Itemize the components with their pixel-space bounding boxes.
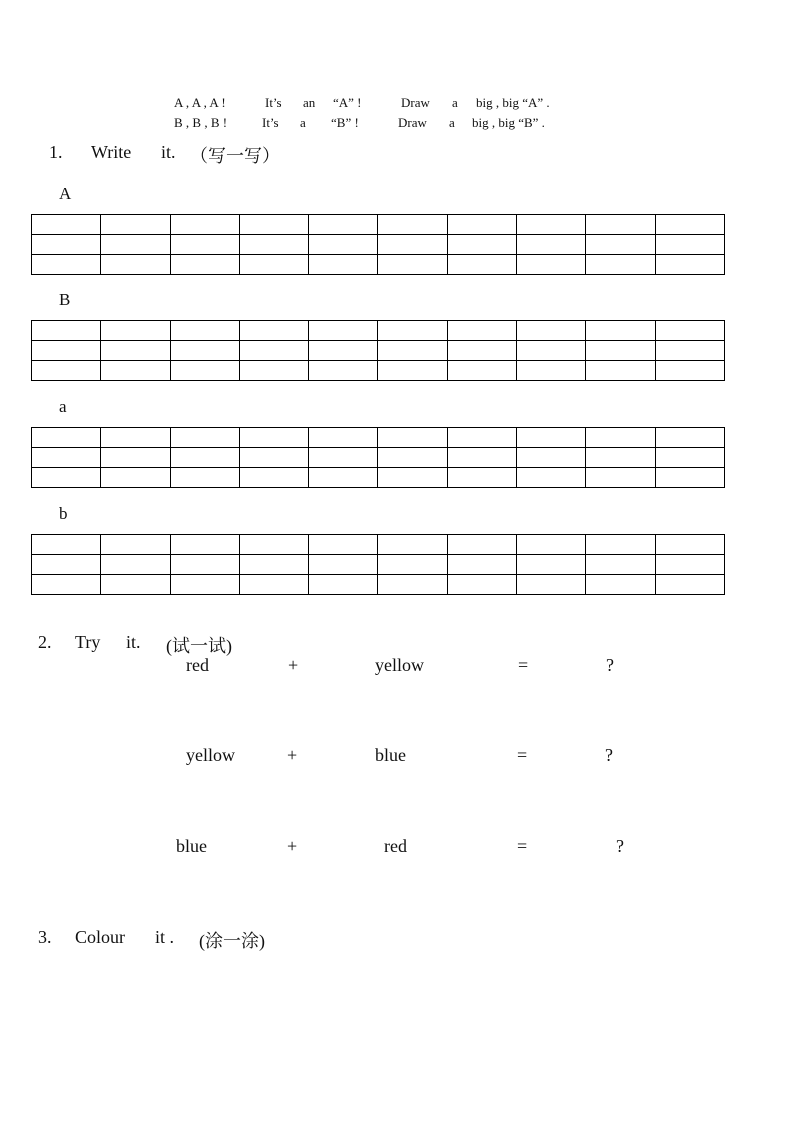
- grid-label-b: b: [59, 504, 68, 523]
- grid-row: [32, 448, 725, 468]
- grid-cell[interactable]: [32, 341, 101, 361]
- grid-cell[interactable]: [655, 575, 724, 595]
- grid-cell[interactable]: [309, 361, 378, 381]
- plus-sign: +: [288, 655, 299, 675]
- grid-cell[interactable]: [309, 535, 378, 555]
- grid-row: [32, 535, 725, 555]
- grid-cell[interactable]: [101, 235, 170, 255]
- grid-cell[interactable]: [378, 361, 447, 381]
- grid-cell[interactable]: [32, 255, 101, 275]
- grid-cell[interactable]: [447, 235, 516, 255]
- grid-cell[interactable]: [447, 361, 516, 381]
- grid-cell[interactable]: [32, 361, 101, 381]
- grid-row: [32, 428, 725, 448]
- writing-grid-B[interactable]: [31, 320, 725, 381]
- plus-sign: +: [287, 836, 298, 856]
- chant-word: a: [449, 115, 455, 130]
- grid-cell[interactable]: [170, 361, 239, 381]
- chant-word: a: [300, 115, 306, 130]
- colour-word: red: [384, 836, 407, 856]
- grid-row: [32, 361, 725, 381]
- plus-sign: +: [287, 745, 298, 765]
- grid-cell[interactable]: [378, 575, 447, 595]
- grid-cell[interactable]: [655, 468, 724, 488]
- grid-cell[interactable]: [101, 341, 170, 361]
- colour-word: red: [186, 655, 209, 675]
- chant-word: big , big “A” .: [476, 95, 550, 110]
- grid-cell[interactable]: [517, 361, 586, 381]
- grid-cell[interactable]: [517, 468, 586, 488]
- grid-cell[interactable]: [378, 235, 447, 255]
- grid-row: [32, 341, 725, 361]
- section-title-word: it .: [155, 927, 175, 947]
- grid-cell[interactable]: [309, 468, 378, 488]
- grid-cell[interactable]: [447, 321, 516, 341]
- grid-cell[interactable]: [170, 255, 239, 275]
- equals-sign: =: [517, 745, 528, 765]
- chant-letters: A , A , A !: [174, 95, 226, 110]
- grid-cell[interactable]: [170, 535, 239, 555]
- grid-cell[interactable]: [586, 535, 655, 555]
- section-title-word: it.: [161, 142, 176, 162]
- grid-cell[interactable]: [170, 555, 239, 575]
- grid-cell[interactable]: [447, 468, 516, 488]
- grid-cell[interactable]: [239, 448, 308, 468]
- grid-cell[interactable]: [517, 321, 586, 341]
- chant-word: an: [303, 95, 316, 110]
- grid-cell[interactable]: [32, 575, 101, 595]
- grid-cell[interactable]: [170, 468, 239, 488]
- grid-cell[interactable]: [170, 448, 239, 468]
- grid-cell[interactable]: [655, 341, 724, 361]
- equals-sign: =: [517, 836, 528, 856]
- grid-cell[interactable]: [586, 468, 655, 488]
- section-title-word: Try: [75, 632, 101, 652]
- chant-word: big , big “B” .: [472, 115, 545, 130]
- answer-blank[interactable]: ?: [606, 655, 614, 675]
- grid-cell[interactable]: [447, 255, 516, 275]
- grid-cell[interactable]: [517, 215, 586, 235]
- grid-cell[interactable]: [517, 448, 586, 468]
- writing-grid-b[interactable]: [31, 534, 725, 595]
- grid-cell[interactable]: [517, 428, 586, 448]
- grid-cell[interactable]: [170, 341, 239, 361]
- grid-cell[interactable]: [378, 428, 447, 448]
- grid-cell[interactable]: [447, 555, 516, 575]
- grid-cell[interactable]: [517, 255, 586, 275]
- grid-cell[interactable]: [32, 448, 101, 468]
- colour-word: blue: [375, 745, 406, 765]
- grid-cell[interactable]: [309, 428, 378, 448]
- grid-cell[interactable]: [309, 215, 378, 235]
- chant-word: Draw: [401, 95, 430, 110]
- grid-cell[interactable]: [32, 215, 101, 235]
- grid-cell[interactable]: [101, 555, 170, 575]
- chant-word: “B” !: [331, 115, 359, 130]
- grid-label-A: A: [59, 184, 72, 203]
- grid-cell[interactable]: [655, 428, 724, 448]
- grid-cell[interactable]: [655, 321, 724, 341]
- section-number: 1.: [49, 142, 63, 162]
- grid-cell[interactable]: [378, 448, 447, 468]
- grid-cell[interactable]: [378, 535, 447, 555]
- grid-cell[interactable]: [309, 235, 378, 255]
- grid-cell[interactable]: [309, 255, 378, 275]
- grid-cell[interactable]: [239, 535, 308, 555]
- grid-cell[interactable]: [32, 235, 101, 255]
- grid-cell[interactable]: [101, 575, 170, 595]
- grid-row: [32, 255, 725, 275]
- grid-cell[interactable]: [586, 361, 655, 381]
- grid-cell[interactable]: [378, 321, 447, 341]
- grid-cell[interactable]: [378, 341, 447, 361]
- grid-cell[interactable]: [586, 555, 655, 575]
- grid-cell[interactable]: [378, 255, 447, 275]
- grid-cell[interactable]: [239, 255, 308, 275]
- equals-sign: =: [518, 655, 529, 675]
- writing-grid-a[interactable]: [31, 427, 725, 488]
- grid-cell[interactable]: [586, 235, 655, 255]
- grid-cell[interactable]: [447, 215, 516, 235]
- grid-cell[interactable]: [517, 341, 586, 361]
- grid-cell[interactable]: [170, 575, 239, 595]
- grid-label-a: a: [59, 397, 67, 416]
- writing-grid-A[interactable]: [31, 214, 725, 275]
- grid-cell[interactable]: [239, 341, 308, 361]
- grid-cell[interactable]: [378, 555, 447, 575]
- grid-cell[interactable]: [655, 448, 724, 468]
- colour-word: yellow: [375, 655, 424, 675]
- grid-row: [32, 575, 725, 595]
- grid-cell[interactable]: [517, 575, 586, 595]
- chant-word: It’s: [262, 115, 279, 130]
- grid-cell[interactable]: [170, 428, 239, 448]
- grid-row: [32, 555, 725, 575]
- grid-cell[interactable]: [447, 448, 516, 468]
- grid-cell[interactable]: [101, 215, 170, 235]
- section-title-word: Colour: [75, 927, 126, 947]
- grid-cell[interactable]: [586, 215, 655, 235]
- section-title-word: Write: [91, 142, 132, 162]
- colour-word: blue: [176, 836, 207, 856]
- grid-cell[interactable]: [239, 575, 308, 595]
- grid-cell[interactable]: [586, 448, 655, 468]
- chant-word: “A” !: [333, 95, 362, 110]
- grid-cell[interactable]: [586, 321, 655, 341]
- grid-cell[interactable]: [101, 428, 170, 448]
- grid-cell[interactable]: [101, 361, 170, 381]
- colour-word: yellow: [186, 745, 235, 765]
- grid-cell[interactable]: [239, 428, 308, 448]
- grid-cell[interactable]: [101, 255, 170, 275]
- grid-cell[interactable]: [586, 255, 655, 275]
- section-title-word: it.: [126, 632, 141, 652]
- grid-cell[interactable]: [32, 555, 101, 575]
- grid-cell[interactable]: [239, 321, 308, 341]
- chant-word: It’s: [265, 95, 282, 110]
- grid-cell[interactable]: [447, 575, 516, 595]
- section-title-cn: (涂一涂): [199, 931, 265, 951]
- grid-cell[interactable]: [101, 321, 170, 341]
- grid-cell[interactable]: [586, 341, 655, 361]
- grid-cell[interactable]: [309, 555, 378, 575]
- grid-cell[interactable]: [655, 535, 724, 555]
- grid-cell[interactable]: [517, 555, 586, 575]
- grid-cell[interactable]: [239, 215, 308, 235]
- grid-cell[interactable]: [655, 555, 724, 575]
- grid-cell[interactable]: [32, 535, 101, 555]
- section-title-cn: (试一试): [166, 636, 232, 656]
- grid-cell[interactable]: [655, 215, 724, 235]
- grid-cell[interactable]: [239, 468, 308, 488]
- grid-cell[interactable]: [239, 235, 308, 255]
- section-title-cn: （写一写）: [190, 146, 280, 166]
- grid-cell[interactable]: [378, 215, 447, 235]
- grid-cell[interactable]: [170, 235, 239, 255]
- grid-cell[interactable]: [101, 468, 170, 488]
- grid-cell[interactable]: [239, 555, 308, 575]
- grid-cell[interactable]: [101, 448, 170, 468]
- grid-cell[interactable]: [239, 361, 308, 381]
- chant-word: a: [452, 95, 458, 110]
- grid-cell[interactable]: [447, 535, 516, 555]
- grid-row: [32, 235, 725, 255]
- chant-letters: B , B , B !: [174, 115, 228, 130]
- grid-cell[interactable]: [170, 215, 239, 235]
- section-number: 2.: [38, 632, 52, 652]
- grid-cell[interactable]: [586, 575, 655, 595]
- grid-cell[interactable]: [101, 535, 170, 555]
- grid-cell[interactable]: [309, 448, 378, 468]
- grid-cell[interactable]: [378, 468, 447, 488]
- grid-cell[interactable]: [447, 341, 516, 361]
- grid-cell[interactable]: [32, 321, 101, 341]
- section-number: 3.: [38, 927, 52, 947]
- chant-word: Draw: [398, 115, 427, 130]
- grid-cell[interactable]: [309, 575, 378, 595]
- grid-cell[interactable]: [170, 321, 239, 341]
- grid-cell[interactable]: [309, 341, 378, 361]
- grid-row: [32, 468, 725, 488]
- grid-cell[interactable]: [586, 428, 655, 448]
- grid-cell[interactable]: [32, 428, 101, 448]
- grid-cell[interactable]: [447, 428, 516, 448]
- answer-blank[interactable]: ?: [605, 745, 613, 765]
- grid-cell[interactable]: [517, 235, 586, 255]
- grid-row: [32, 215, 725, 235]
- grid-cell[interactable]: [309, 321, 378, 341]
- grid-cell[interactable]: [517, 535, 586, 555]
- grid-cell[interactable]: [655, 361, 724, 381]
- grid-row: [32, 321, 725, 341]
- grid-cell[interactable]: [655, 235, 724, 255]
- grid-cell[interactable]: [32, 468, 101, 488]
- answer-blank[interactable]: ?: [616, 836, 624, 856]
- grid-label-B: B: [59, 290, 71, 309]
- grid-cell[interactable]: [655, 255, 724, 275]
